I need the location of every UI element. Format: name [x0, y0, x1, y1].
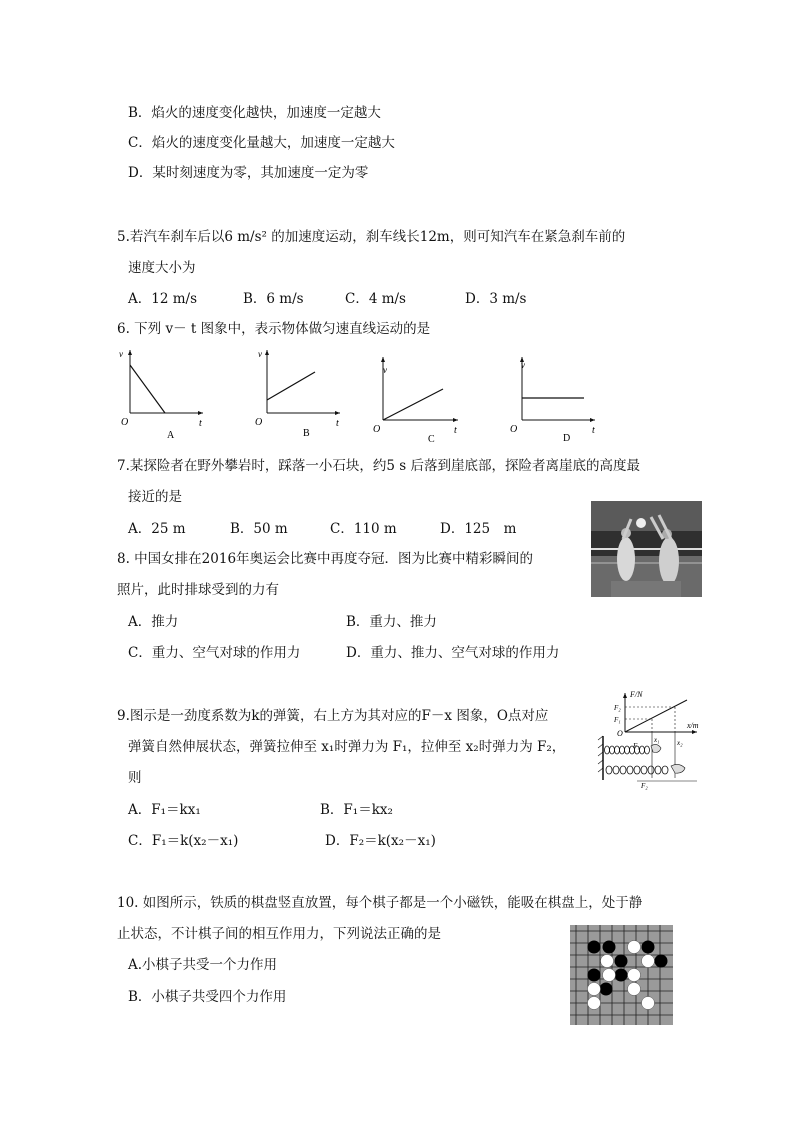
graph-b-v-label: v	[258, 349, 262, 359]
graph-a-v-label: v	[119, 349, 123, 359]
q9-option-c: C．F₁＝k(x₂－x₁)	[128, 833, 239, 849]
q8-stem-line2: 照片，此时排球受到的力有	[117, 582, 279, 598]
q10-stem-line2: 止状态，不计棋子间的相互作用力，下列说法正确的是	[117, 926, 441, 942]
q4-option-b: B．焰火的速度变化越快，加速度一定越大	[128, 105, 381, 121]
q9-stem-line3: 则	[128, 770, 142, 786]
graph-d-origin: O	[510, 424, 518, 435]
q5-stem-line1: 5.若汽车刹车后以6 m/s² 的加速度运动，刹车线长12m，则可知汽车在紧急刹车前的	[117, 229, 626, 245]
fx-x1: x₁	[654, 736, 660, 744]
fx-f2-arrow-label: F₂	[641, 782, 648, 790]
graph-d-label: D	[563, 433, 571, 444]
q9-option-b: B．F₁＝kx₂	[320, 802, 393, 818]
vt-graph-c	[370, 352, 465, 452]
graph-b-origin: O	[255, 417, 263, 428]
q5-option-b: B．6 m/s	[243, 291, 304, 307]
fx-y-label: F/N	[630, 690, 643, 699]
vt-graph-a	[115, 345, 210, 445]
fx-f2-axis: F₂	[614, 704, 621, 712]
q7-option-c: C．110 m	[330, 521, 397, 537]
q7-stem-line1: 7.某探险者在野外攀岩时，踩落一小石块，约5 s 后落到崖底部，探险者离崖底的高度最	[117, 458, 640, 474]
q6-stem: 6. 下列 v－ t 图象中，表示物体做匀速直线运动的是	[117, 321, 431, 337]
fx-x-label: x/m	[687, 721, 699, 730]
fx-f1-arrow-label: F₁	[633, 742, 640, 750]
graph-c-label: C	[428, 434, 435, 445]
volleyball-photo	[591, 501, 702, 597]
q5-option-a: A．12 m/s	[128, 291, 197, 307]
q8-option-c: C．重力、空气对球的作用力	[128, 645, 301, 661]
graph-d-v-label: v	[521, 360, 525, 370]
q10-option-a: A.小棋子共受一个力作用	[128, 957, 278, 973]
q5-stem-line2: 速度大小为	[128, 260, 196, 276]
q10-stem-line1: 10. 如图所示，铁质的棋盘竖直放置，每个棋子都是一个小磁铁，能吸在棋盘上，处于静	[117, 895, 643, 911]
q7-option-b: B．50 m	[230, 521, 288, 537]
graph-c-v-label: v	[383, 365, 387, 375]
q8-stem-line1: 8. 中国女排在2016年奥运会比赛中再度夺冠．图为比赛中精彩瞬间的	[117, 551, 534, 567]
fx-f1-axis: F₁	[614, 716, 621, 724]
q9-stem-line1: 9.图示是一劲度系数为k的弹簧，右上方为其对应的F－x 图象，O点对应	[117, 708, 549, 724]
q5-option-c: C．4 m/s	[345, 291, 406, 307]
volleyball-photo-image	[591, 501, 702, 597]
graph-b-label: B	[303, 428, 310, 439]
graph-c-t-label: t	[454, 425, 457, 436]
q7-stem-line2: 接近的是	[128, 489, 182, 505]
q8-option-d: D．重力、推力、空气对球的作用力	[346, 645, 560, 661]
graph-a-t-label: t	[199, 418, 202, 429]
q5-option-d: D．3 m/s	[465, 291, 527, 307]
fx-x2: x₂	[677, 739, 683, 747]
graph-a-origin: O	[121, 417, 129, 428]
q8-option-b: B．重力、推力	[346, 614, 437, 630]
graph-c-origin: O	[373, 424, 381, 435]
graph-d-t-label: t	[592, 425, 595, 436]
q9-option-a: A．F₁＝kx₁	[128, 802, 201, 818]
vt-graph-b	[252, 345, 347, 445]
spring-fx-figure	[597, 688, 707, 794]
q7-option-d: D．125 m	[440, 521, 517, 537]
graph-a-label: A	[167, 430, 175, 441]
fx-origin: O	[617, 729, 623, 738]
q9-option-d: D．F₂＝k(x₂－x₁)	[325, 833, 436, 849]
q7-option-a: A．25 m	[128, 521, 186, 537]
q9-stem-line2: 弹簧自然伸展状态，弹簧拉伸至 x₁时弹力为 F₁，拉伸至 x₂时弹力为 F₂，	[128, 739, 566, 755]
q4-option-d: D．某时刻速度为零，其加速度一定为零	[128, 165, 369, 181]
q8-option-a: A．推力	[128, 614, 179, 630]
vt-graph-d	[507, 352, 602, 452]
q4-option-c: C．焰火的速度变化量越大，加速度一定越大	[128, 135, 395, 151]
graph-b-t-label: t	[336, 418, 339, 429]
q10-option-b: B．小棋子共受四个力作用	[128, 989, 287, 1005]
go-board-figure	[570, 925, 673, 1025]
